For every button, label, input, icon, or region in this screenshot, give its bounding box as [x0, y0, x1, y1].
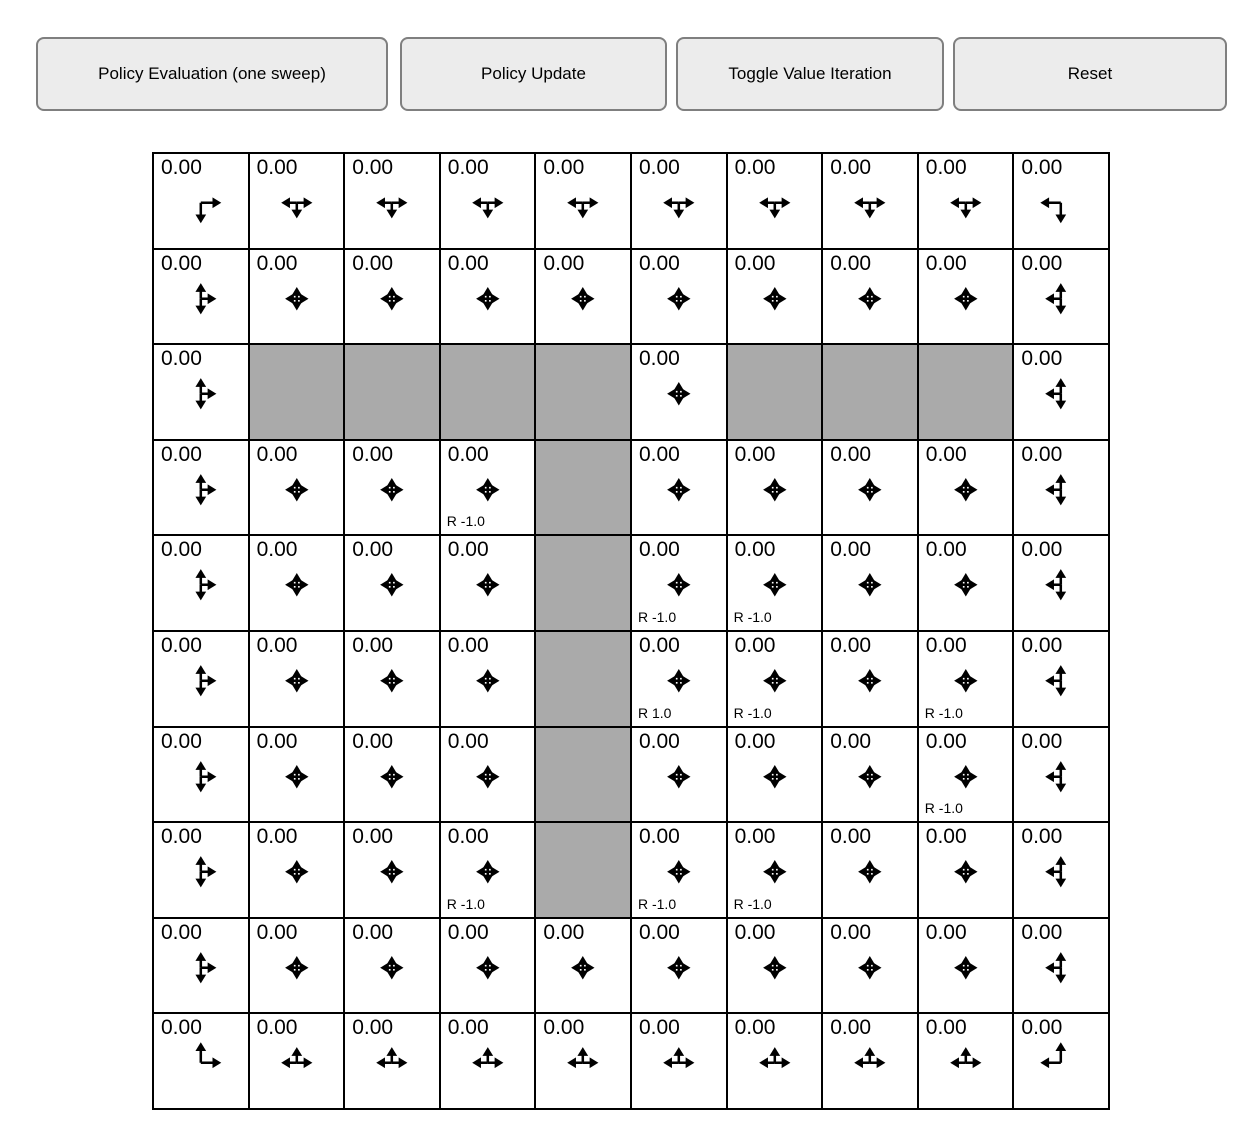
- state-value: 0.00: [638, 538, 680, 562]
- state-value: 0.00: [1021, 156, 1063, 179]
- state-value: 0.00: [830, 920, 872, 944]
- state-value: 0.00: [543, 251, 585, 275]
- grid-cell[interactable]: [727, 822, 823, 918]
- grid-cell[interactable]: [344, 822, 440, 918]
- grid-cell[interactable]: [918, 631, 1014, 727]
- state-value: 0.00: [256, 825, 298, 849]
- wall-cell[interactable]: [440, 344, 536, 440]
- state-value: 0.00: [925, 538, 967, 562]
- state-value: 0.00: [447, 920, 489, 944]
- state-value: 0.00: [161, 251, 202, 275]
- state-value: 0.00: [734, 920, 776, 944]
- state-value: 0.00: [638, 1016, 680, 1040]
- wall-cell[interactable]: [535, 440, 631, 536]
- grid-cell[interactable]: [1013, 440, 1109, 536]
- state-value: 0.00: [734, 633, 776, 657]
- state-value: 0.00: [161, 1016, 202, 1040]
- state-value: 0.00: [638, 251, 680, 275]
- toggle-value-iteration-button[interactable]: Toggle Value Iteration: [676, 37, 944, 111]
- grid-cell[interactable]: [440, 153, 536, 249]
- grid-cell[interactable]: [631, 631, 727, 727]
- state-value: 0.00: [256, 729, 298, 753]
- reward-label: R -1.0: [924, 704, 963, 721]
- state-value: 0.00: [734, 442, 776, 466]
- grid-cell[interactable]: [631, 535, 727, 631]
- grid-cell[interactable]: [153, 153, 249, 249]
- grid-cell[interactable]: [153, 822, 249, 918]
- state-value: 0.00: [447, 538, 489, 562]
- grid-cell[interactable]: [344, 727, 440, 823]
- grid-cell[interactable]: [822, 727, 918, 823]
- grid-cell[interactable]: [727, 153, 823, 249]
- state-value: 0.00: [1021, 920, 1063, 944]
- state-value: 0.00: [1021, 825, 1063, 849]
- grid-cell[interactable]: [344, 631, 440, 727]
- grid-cell[interactable]: [727, 535, 823, 631]
- state-value: 0.00: [352, 251, 394, 275]
- state-value: 0.00: [256, 156, 298, 179]
- grid-cell[interactable]: [1013, 822, 1109, 918]
- grid-cell[interactable]: [249, 1013, 345, 1109]
- state-value: 0.00: [830, 442, 872, 466]
- reward-label: R -1.0: [733, 608, 772, 625]
- grid-cell[interactable]: [631, 249, 727, 345]
- wall-cell[interactable]: [535, 344, 631, 440]
- grid-cell[interactable]: [1013, 344, 1109, 440]
- grid-cell[interactable]: [440, 535, 536, 631]
- reward-label: R -1.0: [446, 513, 485, 530]
- toolbar: [0, 0, 1258, 130]
- grid-cell[interactable]: [918, 727, 1014, 823]
- grid-cell[interactable]: [822, 535, 918, 631]
- state-value: 0.00: [352, 538, 394, 562]
- state-value: 0.00: [830, 1016, 872, 1040]
- state-value: 0.00: [925, 633, 967, 657]
- grid-cell[interactable]: [440, 440, 536, 536]
- grid-cell[interactable]: [153, 631, 249, 727]
- state-value: 0.00: [256, 442, 298, 466]
- wall-cell[interactable]: [535, 631, 631, 727]
- grid-cell[interactable]: [822, 918, 918, 1014]
- grid-cell[interactable]: [249, 631, 345, 727]
- state-value: 0.00: [543, 920, 585, 944]
- grid-cell[interactable]: [535, 153, 631, 249]
- grid-cell[interactable]: [535, 1013, 631, 1109]
- grid-cell[interactable]: [1013, 1013, 1109, 1109]
- grid-cell[interactable]: [153, 440, 249, 536]
- grid-cell[interactable]: [440, 1013, 536, 1109]
- state-value: 0.00: [638, 729, 680, 753]
- wall-cell[interactable]: [249, 344, 345, 440]
- grid-cell[interactable]: [535, 249, 631, 345]
- state-value: 0.00: [925, 920, 967, 944]
- state-value: 0.00: [256, 538, 298, 562]
- grid-cell[interactable]: [153, 535, 249, 631]
- grid-cell[interactable]: [249, 153, 345, 249]
- grid-cell[interactable]: [727, 1013, 823, 1109]
- grid-cell[interactable]: [727, 249, 823, 345]
- grid-cell[interactable]: [249, 918, 345, 1014]
- wall-cell[interactable]: [727, 344, 823, 440]
- wall-cell[interactable]: [535, 535, 631, 631]
- state-value: 0.00: [1021, 1016, 1063, 1040]
- state-value: 0.00: [638, 825, 680, 849]
- state-value: 0.00: [734, 538, 776, 562]
- grid-cell[interactable]: [631, 153, 727, 249]
- state-value: 0.00: [352, 442, 394, 466]
- policy-update-button[interactable]: Policy Update: [400, 37, 667, 111]
- state-value: 0.00: [830, 251, 872, 275]
- state-value: 0.00: [638, 156, 680, 179]
- grid-cell[interactable]: [153, 727, 249, 823]
- state-value: 0.00: [925, 729, 967, 753]
- state-value: 0.00: [734, 156, 776, 179]
- wall-cell[interactable]: [822, 344, 918, 440]
- state-value: 0.00: [830, 633, 872, 657]
- grid-cell[interactable]: [153, 918, 249, 1014]
- state-value: 0.00: [830, 156, 872, 179]
- grid-cell[interactable]: [631, 440, 727, 536]
- state-value: 0.00: [161, 920, 202, 944]
- grid-cell[interactable]: [1013, 918, 1109, 1014]
- state-value: 0.00: [447, 1016, 489, 1040]
- grid-cell[interactable]: [249, 727, 345, 823]
- state-value: 0.00: [925, 156, 967, 179]
- grid-cell[interactable]: [344, 440, 440, 536]
- grid-cell[interactable]: [918, 440, 1014, 536]
- state-value: 0.00: [447, 251, 489, 275]
- state-value: 0.00: [352, 633, 394, 657]
- state-value: 0.00: [352, 156, 394, 179]
- state-value: 0.00: [830, 825, 872, 849]
- state-value: 0.00: [734, 729, 776, 753]
- state-value: 0.00: [161, 538, 202, 562]
- grid-cell[interactable]: [631, 344, 727, 440]
- state-value: 0.00: [161, 156, 202, 179]
- grid-cell[interactable]: [727, 631, 823, 727]
- grid-cell[interactable]: [1013, 249, 1109, 345]
- grid-cell[interactable]: [822, 631, 918, 727]
- reward-label: R -1.0: [637, 895, 677, 912]
- grid-cell[interactable]: [1013, 535, 1109, 631]
- reward-label: R -1.0: [733, 895, 772, 912]
- grid-cell[interactable]: [631, 727, 727, 823]
- state-value: 0.00: [447, 442, 489, 466]
- wall-cell[interactable]: [918, 344, 1014, 440]
- grid-cell[interactable]: [440, 822, 536, 918]
- grid-cell[interactable]: [344, 918, 440, 1014]
- grid-cell[interactable]: [918, 153, 1014, 249]
- state-value: 0.00: [1021, 538, 1063, 562]
- state-value: 0.00: [256, 251, 298, 275]
- grid-cell[interactable]: [249, 249, 345, 345]
- state-value: 0.00: [638, 633, 680, 657]
- grid-cell[interactable]: [631, 1013, 727, 1109]
- state-value: 0.00: [447, 156, 489, 179]
- state-value: 0.00: [1021, 442, 1063, 466]
- grid-cell[interactable]: [918, 249, 1014, 345]
- grid-cell[interactable]: [535, 918, 631, 1014]
- state-value: 0.00: [830, 538, 872, 562]
- state-value: 0.00: [161, 729, 202, 753]
- wall-cell[interactable]: [344, 344, 440, 440]
- grid-cell[interactable]: [822, 153, 918, 249]
- grid-cell[interactable]: [631, 822, 727, 918]
- state-value: 0.00: [447, 729, 489, 753]
- grid-cell[interactable]: [440, 631, 536, 727]
- wall-cell[interactable]: [535, 822, 631, 918]
- grid-cell[interactable]: [918, 822, 1014, 918]
- state-value: 0.00: [638, 347, 680, 371]
- reward-label: R -1.0: [637, 608, 677, 625]
- state-value: 0.00: [543, 156, 585, 179]
- grid-cell[interactable]: [249, 440, 345, 536]
- state-value: 0.00: [734, 825, 776, 849]
- policy-evaluation-button[interactable]: Policy Evaluation (one sweep): [36, 37, 388, 111]
- grid-cell[interactable]: [918, 535, 1014, 631]
- grid-cell[interactable]: [822, 1013, 918, 1109]
- grid-cell[interactable]: [440, 249, 536, 345]
- state-value: 0.00: [925, 251, 967, 275]
- state-value: 0.00: [256, 633, 298, 657]
- grid-cell[interactable]: [249, 535, 345, 631]
- grid-cell[interactable]: [727, 918, 823, 1014]
- grid-cell[interactable]: [440, 727, 536, 823]
- state-value: 0.00: [1021, 729, 1063, 753]
- state-value: 0.00: [352, 1016, 394, 1040]
- grid-cell[interactable]: [918, 918, 1014, 1014]
- state-value: 0.00: [447, 825, 489, 849]
- grid-cell[interactable]: [918, 1013, 1014, 1109]
- grid-cell[interactable]: [344, 249, 440, 345]
- state-value: 0.00: [638, 920, 680, 944]
- grid-cell[interactable]: [727, 727, 823, 823]
- grid-cell[interactable]: [344, 1013, 440, 1109]
- reset-button[interactable]: Reset: [953, 37, 1227, 111]
- grid-cell[interactable]: [1013, 631, 1109, 727]
- state-value: 0.00: [161, 633, 202, 657]
- state-value: 0.00: [352, 825, 394, 849]
- reward-label: R -1.0: [733, 704, 772, 721]
- state-value: 0.00: [734, 251, 776, 275]
- grid-cell[interactable]: [153, 1013, 249, 1109]
- grid-cell[interactable]: [1013, 727, 1109, 823]
- grid-cell[interactable]: [344, 535, 440, 631]
- grid-cell[interactable]: [822, 249, 918, 345]
- state-value: 0.00: [352, 729, 394, 753]
- state-value: 0.00: [925, 442, 967, 466]
- state-value: 0.00: [447, 633, 489, 657]
- state-value: 0.00: [352, 920, 394, 944]
- state-value: 0.00: [734, 1016, 776, 1040]
- state-value: 0.00: [830, 729, 872, 753]
- grid-cell[interactable]: [822, 440, 918, 536]
- wall-cell[interactable]: [535, 727, 631, 823]
- grid-cell[interactable]: [344, 153, 440, 249]
- state-value: 0.00: [1021, 633, 1063, 657]
- gridworld: [152, 152, 1110, 1110]
- state-value: 0.00: [1021, 347, 1063, 371]
- state-value: 0.00: [638, 442, 680, 466]
- state-value: 0.00: [1021, 251, 1063, 275]
- reward-label: R 1.0: [637, 704, 672, 721]
- grid-cell[interactable]: [822, 822, 918, 918]
- grid-cell[interactable]: [1013, 153, 1109, 249]
- grid-cell[interactable]: [249, 822, 345, 918]
- state-value: 0.00: [161, 347, 202, 371]
- grid-cell[interactable]: [631, 918, 727, 1014]
- state-value: 0.00: [925, 1016, 967, 1040]
- grid-cell[interactable]: [153, 249, 249, 345]
- reward-label: R -1.0: [446, 895, 485, 912]
- state-value: 0.00: [256, 920, 298, 944]
- state-value: 0.00: [161, 825, 202, 849]
- state-value: 0.00: [925, 825, 967, 849]
- state-value: 0.00: [256, 1016, 298, 1040]
- grid-cell[interactable]: [440, 918, 536, 1014]
- grid-cell[interactable]: [727, 440, 823, 536]
- state-value: 0.00: [161, 442, 202, 466]
- state-value: 0.00: [543, 1016, 585, 1040]
- grid-cell[interactable]: [153, 344, 249, 440]
- reward-label: R -1.0: [924, 800, 963, 817]
